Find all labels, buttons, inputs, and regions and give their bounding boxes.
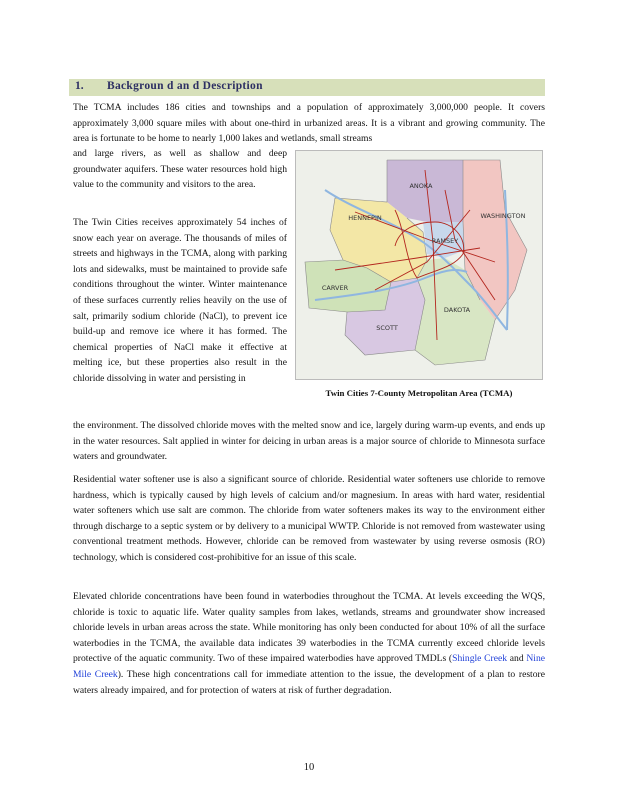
county-label-carver: CARVER [321,284,349,292]
page-number: 10 [303,762,315,773]
tcma-map-graphic [295,150,543,380]
paragraph-snow-salt-continued: the environment. The dissolved chloride moves with the melted snow and ice, largely during warm-up events, and ends up in the water resources. Salt applied in winter for deicing in urban areas is a major source of chloride to Minnesota surface waters and groundwater. [73,420,545,463]
section-heading [69,79,545,96]
county-label-scott: SCOTT [376,324,398,332]
shingle-creek-link[interactable]: Shingle Creek [452,653,508,665]
county-label-hennepin: HENNEPIN [348,214,382,222]
county-label-washington: WASHINGTON [480,212,526,220]
paragraph-text-and: and [507,653,527,665]
county-label-dakota: DAKOTA [443,306,471,314]
paragraph-text-after-links: ). These high concentrations call for immediate attention to the issue, the development of a plan to restore waters already impaired, and for protection of waters at risk of further degradation. [73,668,545,696]
paragraph-snow-salt: The Twin Cities receives approximately 54 inches of snow each year on average. The thousands of miles of streets and highways in the TCMA, along with parking lots and sidewalks, must be maintained to provide safe conditions throughout the winter. Winter maintenance of these surfaces currently relies heavily on the use of salt, primarily sodium chloride (NaCl), to prevent ice build-up and remove ice where it has formed. The chemical properties of NaCl make it effective at melting ice, but these properties also result in the chloride dissolving in water and persisting in [73,217,287,384]
paragraph-chloride-concentrations [73,589,545,698]
paragraph-text-before-links: Elevated chloride concentrations have been found in waterbodies throughout the TCMA. At levels exceeding the WQS, chloride is toxic to aquatic life. Water quality samples from lakes, wetlands, streams and groundwater show increased chloride levels in urban areas across the state. While monitoring has only been conducted for about 10% of all the surface waterbodies in the TCMA, the available data indicates 39 waterbodies in the TCMA currently exceed chloride levels protective of the aquatic community. Two of these impaired waterbodies have approved TMDLs ( [73,591,545,665]
paragraph-water-softeners: Residential water softener use is also a significant source of chloride. Residential water softeners use chloride to remove hardness, which is typically caused by high levels of calcium and/or magnesium. In areas with hard water, residential water softeners which use salt are common. The chloride from water softeners makes its way to the environment either through discharge to a septic system or by delivery to a municipal WWTP. Chloride is not removed from wastewater using conventional treatment methods. However, chloride can be removed from wastewater by using reverse osmosis (RO) technology, which is considered cost-prohibitive for an issue of this scale. [73,474,545,563]
tcma-map [295,150,543,380]
county-label-anoka: ANOKA [409,182,433,190]
section-number: 1. [75,80,84,92]
paragraph-intro: The TCMA includes 186 cities and townships and a population of approximately 3,000,000 people. It covers approximately 3,000 square miles with about one-third in urbanized areas. It is a vibrant and growing community. The area is fortunate to be home to nearly 1,000 lakes and wetlands, small streams [73,102,545,145]
paragraph-water-resources: and large rivers, as well as shallow and deep groundwater aquifers. These water resources hold high value to the community and visitors to the area. [73,148,287,191]
map-caption: Twin Cities 7-County Metropolitan Area (TCMA) [325,388,513,398]
nine-mile-creek-link[interactable]: Nine Mile Creek [73,653,545,680]
section-title: Backgroun d an d Description [107,80,263,92]
county-label-ramsey: RAMSEY [431,237,459,245]
